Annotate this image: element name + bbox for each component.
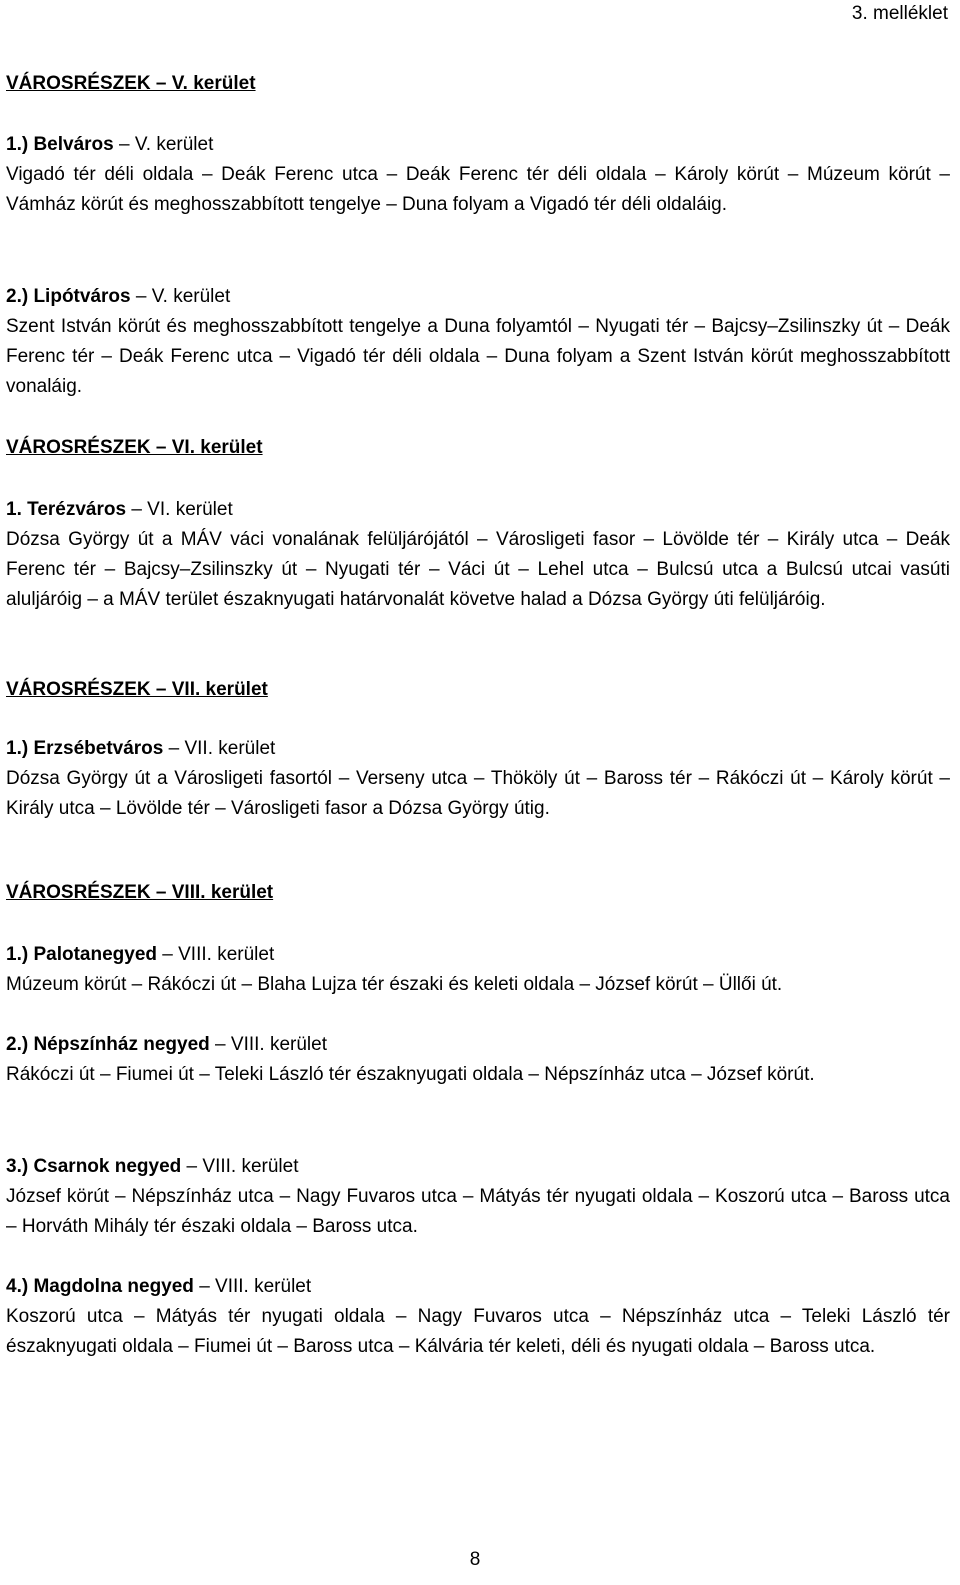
district-heading-vii: VÁROSRÉSZEK – VII. kerület (6, 679, 268, 700)
section-title (6, 940, 950, 970)
section-title (6, 734, 950, 764)
section-description: Koszorú utca – Mátyás tér nyugati oldala – Nagy Fuvaros utca – Népszínház utca – Teleki László tér északnyugati oldala – Fiumei út – Baross utca – Kálvária tér keleti, déli és nyugati oldala – Baross utca. (6, 1306, 950, 1358)
section-district: – VIII. kerület (181, 1156, 299, 1177)
section-title (6, 1152, 950, 1182)
section-terezvaros (6, 495, 950, 616)
section-erzsebetvaros (6, 734, 950, 824)
section-title (6, 1272, 950, 1302)
section-belvaros (6, 130, 950, 220)
section-name: 1.) Belváros (6, 134, 114, 155)
section-district: – VIII. kerület (209, 1034, 328, 1055)
section-district: – VIII. kerület (193, 1276, 312, 1297)
section-magdolna-negyed (6, 1272, 950, 1362)
section-name: 4.) Magdolna negyed (6, 1276, 194, 1297)
section-district: – V. kerület (113, 134, 214, 155)
section-name: 2.) Lipótváros (6, 286, 131, 307)
annex-label: 3. melléklet (851, 3, 948, 24)
section-lipotvaros (6, 282, 950, 403)
section-csarnok-negyed (6, 1152, 950, 1242)
district-heading-vi: VÁROSRÉSZEK – VI. kerület (6, 437, 263, 458)
section-name: 1. Terézváros (6, 499, 127, 520)
section-title (6, 130, 950, 160)
section-title (6, 495, 950, 525)
district-heading-v: VÁROSRÉSZEK – V. kerület (6, 73, 256, 94)
section-district: – VIII. kerület (157, 944, 275, 965)
section-description: Múzeum körút – Rákóczi út – Blaha Lujza tér északi és keleti oldala – József körút – Üllői út. (6, 974, 783, 995)
section-title (6, 282, 950, 312)
page-number: 8 (469, 1549, 481, 1570)
section-description: Rákóczi út – Fiumei út – Teleki László tér északnyugati oldala – Népszínház utca – József körút. (6, 1064, 815, 1085)
section-name: 2.) Népszínház negyed (6, 1034, 210, 1055)
section-description: Dózsa György út a Városligeti fasortól – Verseny utca – Thököly út – Baross tér – Rákóczi út – Károly körút – Király utca – Lövölde tér – Városligeti fasor a Dózsa György útig. (6, 768, 950, 820)
section-district: – VII. kerület (163, 738, 276, 759)
section-district: – VI. kerület (126, 499, 233, 520)
section-description: Szent István körút és meghosszabbított tengelye a Duna folyamtól – Nyugati tér – Bajcsy–Zsilinszky út – Deák Ferenc tér – Deák Ferenc utca – Vigadó tér déli oldala – Duna folyam a Szent István körút meghosszabbított vonaláig. (6, 316, 950, 398)
section-name: 1.) Erzsébetváros (6, 738, 164, 759)
section-description: Vigadó tér déli oldala – Deák Ferenc utca – Deák Ferenc tér déli oldala – Károly körút – Múzeum körút – Vámház körút és meghosszabbított tengelye – Duna folyam a Vigadó tér déli oldaláig. (6, 164, 950, 216)
section-name: 3.) Csarnok negyed (6, 1156, 182, 1177)
section-district: – V. kerület (130, 286, 231, 307)
district-heading-viii: VÁROSRÉSZEK – VIII. kerület (6, 882, 274, 903)
section-palotanegyed (6, 940, 950, 1000)
section-nepszinhaz-negyed (6, 1030, 950, 1090)
section-description: József körút – Népszínház utca – Nagy Fuvaros utca – Mátyás tér nyugati oldala – Koszorú utca – Baross utca – Horváth Mihály tér északi oldala – Baross utca. (6, 1186, 950, 1238)
section-description: Dózsa György út a MÁV váci vonalának felüljárójától – Városligeti fasor – Lövölde tér – Király utca – Deák Ferenc tér – Bajcsy–Zsilinszky út – Nyugati tér – Váci út – Lehel utca – Bulcsú utca a Bulcsú utcai vasúti aluljáróig – a MÁV terület északnyugati határvonalát követve halad a Dózsa György úti felüljáróig. (6, 529, 950, 611)
section-name: 1.) Palotanegyed (6, 944, 157, 965)
section-title (6, 1030, 950, 1060)
